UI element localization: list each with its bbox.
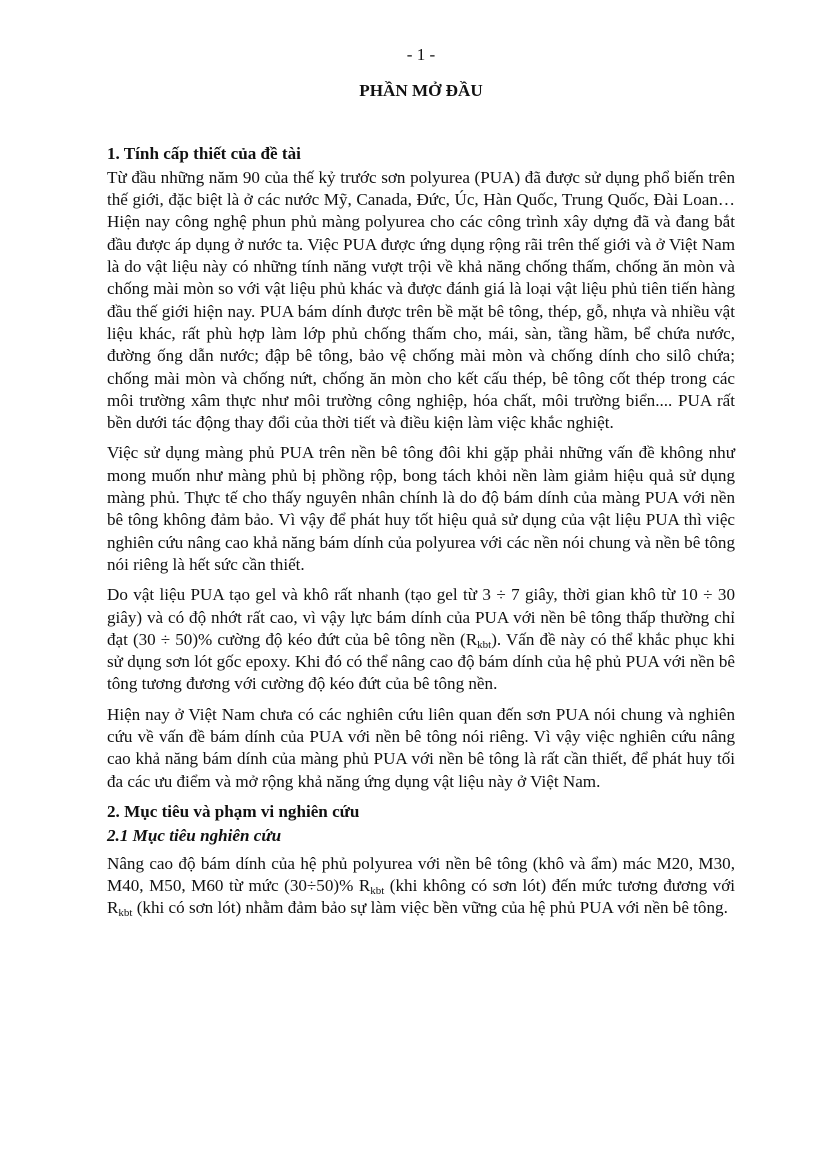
- paragraph: [107, 584, 735, 695]
- text-run: (khi không có sơn lót) đến mức tương đương với R: [107, 875, 736, 918]
- subsection-heading: 2.1 Mục tiêu nghiên cứu: [107, 826, 282, 846]
- text-run: Do vật liệu PUA tạo gel và khô rất nhanh (tạo gel từ 3 ÷ 7 giây, thời gian khô từ 10 ÷ 30 giây) và có độ nhớt rất cao, vì vậy lực bám dính của PUA với nền bê tông thấp thường chỉ đạt (30 ÷ 50)% cường độ kéo đứt của bê tông nền (R: [107, 585, 735, 649]
- section-heading-2: 2. Mục tiêu và phạm vi nghiên cứu: [107, 801, 360, 821]
- text-run: (khi có sơn lót) nhằm đảm bảo sự làm việc bền vững của hệ phủ PUA với nền bê tông.: [132, 898, 728, 918]
- paragraph: [107, 853, 735, 920]
- text-run: Nâng cao độ bám dính của hệ phủ polyurea với nền bê tông (khô và ẩm) mác M20, M30, M40, M50, M60 từ mức (30÷50)% R: [107, 853, 735, 895]
- paragraph: Hiện nay ở Việt Nam chưa có các nghiên cứu liên quan đến sơn PUA nói chung và nghiên cứu về vấn đề bám dính của PUA với nền bê tông nói riêng. Vì vậy việc nghiên cứu nâng cao khả năng bám dính của màng phủ PUA với nền bê tông là rất cần thiết, để phát huy tối đa các ưu điểm và mở rộng khả năng ứng dụng vật liệu này ở Việt Nam.: [107, 704, 735, 791]
- paragraph: Việc sử dụng màng phủ PUA trên nền bê tông đôi khi gặp phải những vấn đề không như mong muốn như màng phủ bị phồng rộp, bong tách khỏi nền làm giảm hiệu quả sử dụng màng phủ. Thực tế cho thấy nguyên nhân chính là do độ bám dính của màng PUA với nền bê tông không đảm bảo. Vì vậy để phát huy tốt hiệu quả sử dụng của vật liệu PUA thì việc nghiên cứu nâng cao khả năng bám dính của polyurea với các nền nói chung và nền bê tông nói riêng là hết sức cần thiết.: [107, 443, 735, 574]
- subscript: kbt: [370, 884, 385, 897]
- page-title: PHẦN MỞ ĐẦU: [359, 81, 483, 101]
- text-run: ). Vấn đề này có thể khắc phục khi sử dụng sơn lót gốc epoxy. Khi đó có thể nâng cao độ bám dính của hệ phủ PUA với nền bê tông tương đương với cường độ kéo đứt của bê tông nền.: [107, 629, 735, 694]
- document-page: [107, 44, 735, 927]
- section-heading-1: 1. Tính cấp thiết của đề tài: [107, 143, 301, 163]
- subscript: kbt: [477, 638, 492, 651]
- subscript: kbt: [118, 907, 133, 920]
- page-number: - 1 -: [406, 45, 436, 64]
- paragraph: Từ đầu những năm 90 của thế kỷ trước sơn polyurea (PUA) đã được sử dụng phổ biến trên thế giới, đặc biệt là ở các nước Mỹ, Canada, Đức, Úc, Hàn Quốc, Trung Quốc, Đài Loan… Hiện nay công nghệ phun phủ màng polyurea cho các công trình xây dựng đã và đang bắt đầu được áp dụng ở nước ta. Việc PUA được ứng dụng rộng rãi trên thế giới và ở Việt Nam là do vật liệu này có những tính năng vượt trội về khả năng chống thấm, chống ăn mòn và chống mài mòn so với vật liệu phủ khác và được đánh giá là loại vật liệu phủ tiên tiến hàng đầu thế giới hiện nay. PUA bám dính được trên bề mặt bê tông, thép, gỗ, nhựa và nhiều vật liệu khác, rất phù hợp làm lớp phủ chống thấm cho, mái, sàn, tầng hầm, bể chứa nước, đường ống dẫn nước; đập bê tông, bảo vệ chống mài mòn và chống dính cho silô chứa; chống mài mòn và chống nứt, chống ăn mòn cho kết cấu thép, bê tông cốt thép trong các môi trường xâm thực như môi trường công nghiệp, hóa chất, môi trường biển.... PUA rất bền dưới tác động thay đổi của thời tiết và điều kiện làm việc khắc nghiệt.: [107, 167, 735, 433]
